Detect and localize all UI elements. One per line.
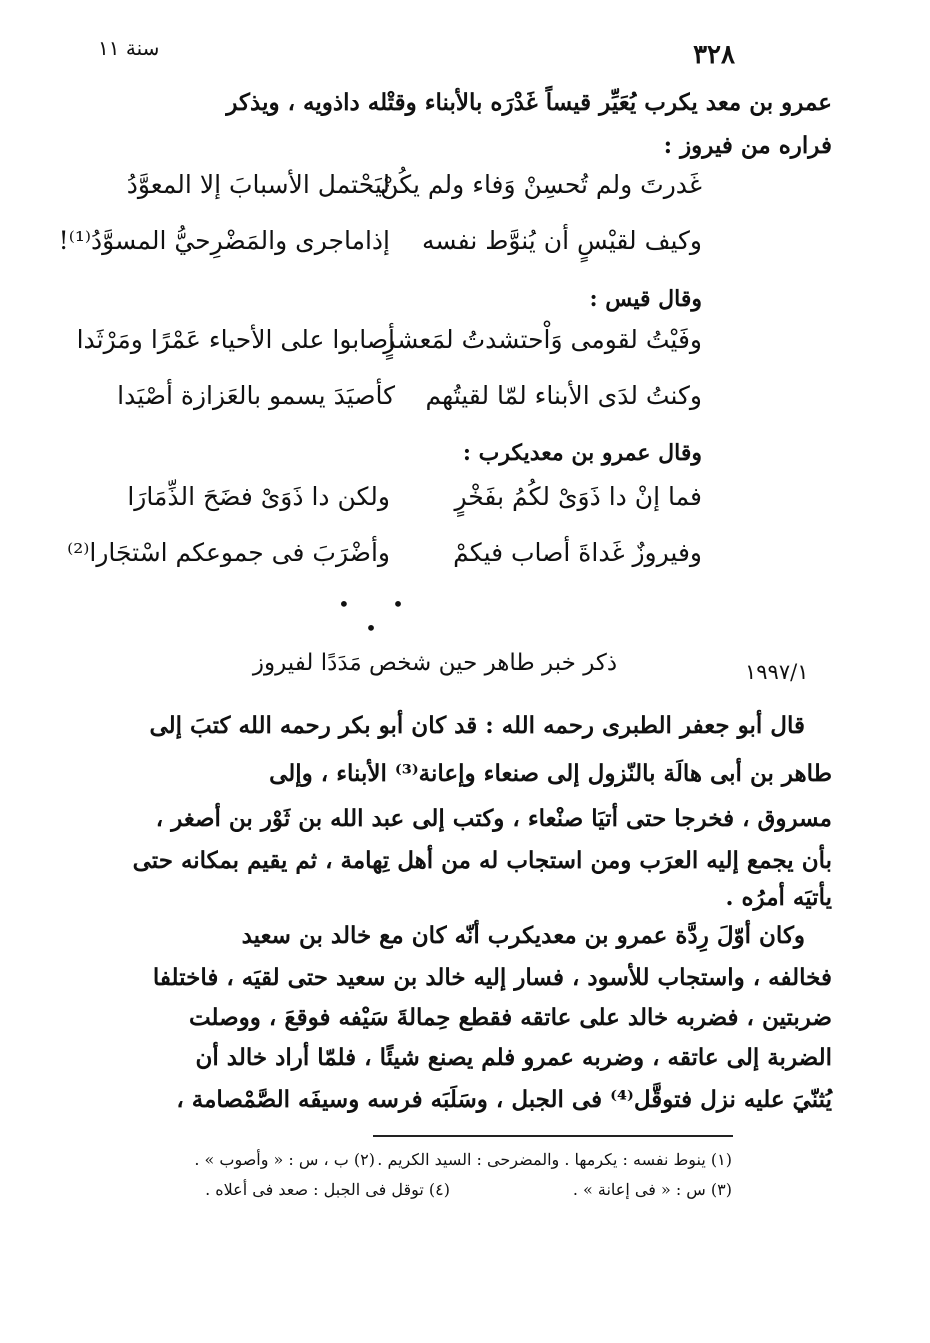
verse-hemistich-left: ليَحْتمل الأسبابَ إلا المعوَّدُ [126,170,390,199]
paragraph-line: فخالفه ، واستجاب للأسود ، فسار إليه خالد بن سعيد حتى لقيَه ، فاختلفا [152,964,832,991]
paragraph-line: مسروق ، فخرجا حتى أتيَا صنْعاء ، وكتب إلى عبد الله بن ثَوْر بن أصغر ، [155,805,832,832]
margin-reference-number: ١٩٩٧/١ [745,660,809,684]
paragraph-line: بأن يجمع إليه العرَب ومن استجاب له من أهل تِهامة ، ثم يقيم بمكانه حتى [132,847,832,874]
verse-hemistich-left: ولكن دا ذَوَىْ فضَحَ الذِّمَارَا [127,482,390,511]
verse-hemistich-left: وأضْرَبَ فى جموعكم اسْتجَارا⁽²⁾ [67,538,390,567]
verse-hemistich-right: غَدرتَ ولم تُحسِنْ وَفاء ولم يكُنْ [380,170,702,199]
footnote: (١) ينوط نفسه : يكرمها . والمضرحى : السيد الكريم . [377,1150,732,1169]
intro-line: فراره من فيروز : [663,132,832,159]
paragraph-line: يأتيَه أمرُه . [725,884,832,911]
section-heading: ذكر خبر طاهر حين شخص مَدَدًا لفيروز [252,650,618,676]
verse-hemistich-right: وكنتُ لدَى الأبناء لمّا لقيتُهم [425,381,702,410]
verse-hemistich-right: وفيروزٌ غَداةَ أصاب فيكمْ [453,538,702,567]
paragraph-line: طاهر بن أبى هالَة بالنّزول إلى صنعاء وإعانة⁽³⁾ الأبناء ، وإلى [269,760,832,787]
verse-hemistich-left: أصابوا على الأحياء عَمْرًا ومَرْثَدا [76,325,395,354]
page-number: ٣٢٨ [693,40,735,70]
footnote: (٢) ب ، س : « وأصوب » . [194,1150,375,1169]
verse-hemistich-left: إذاماجرى والمَضْرِحيُّ المسوَّدُ⁽¹⁾! [58,226,390,255]
paragraph-line: قال أبو جعفر الطبرى رحمه الله : قد كان أبو بكر رحمه الله كتبَ إلى [149,712,805,739]
section-separator: • • • [338,592,422,640]
footnote-divider [373,1135,733,1137]
running-header-year: سنة ١١ [98,36,160,60]
paragraph-line: وكان أوّلَ رِدَّة عمرو بن معديكرب أنّه كان مع خالد بن سعيد [241,922,805,949]
poem-intro: وقال قيس : [589,286,702,312]
verse-hemistich-right: وكيف لقيْسٍ أن يُنوَّط نفسه [421,226,702,255]
intro-line: عمرو بن معد يكرب يُعَيِّر قيساً غَدْرَه بالأبناء وقتْله داذويه ، ويذكر [226,89,832,116]
paragraph-line: ضربتين ، فضربه خالد على عاتقه فقطع حِمالةَ سَيْفه فوقعَ ، ووصلت [188,1004,832,1031]
paragraph-line: الضربة إلى عاتقه ، وضربه عمرو فلم يصنع شيئًا ، فلمّا أراد خالد أن [195,1044,832,1071]
footnote: (٤) توقل فى الجبل : صعد فى أعلاه . [205,1180,450,1199]
poem-intro: وقال عمرو بن معديكرب : [462,440,702,466]
footnote: (٣) س : « فى إعانة » . [572,1180,732,1199]
paragraph-line: يُثنّيَ عليه نزل فتوقَّل⁽⁴⁾ فى الجبل ، وسَلَبَه فرسه وسيفَه الصَّمْصامة ، [176,1086,832,1113]
verse-hemistich-right: وفَيْتُ لقومى وَاْحتشدتُ لمَعشرٍ [383,325,702,354]
verse-hemistich-right: فما إنْ دا ذَوَىْ لكُمُ بفَخْرٍ [454,482,702,511]
verse-hemistich-left: كأصيَدَ يسمو بالعَزازة أصْيَدا [117,381,395,410]
